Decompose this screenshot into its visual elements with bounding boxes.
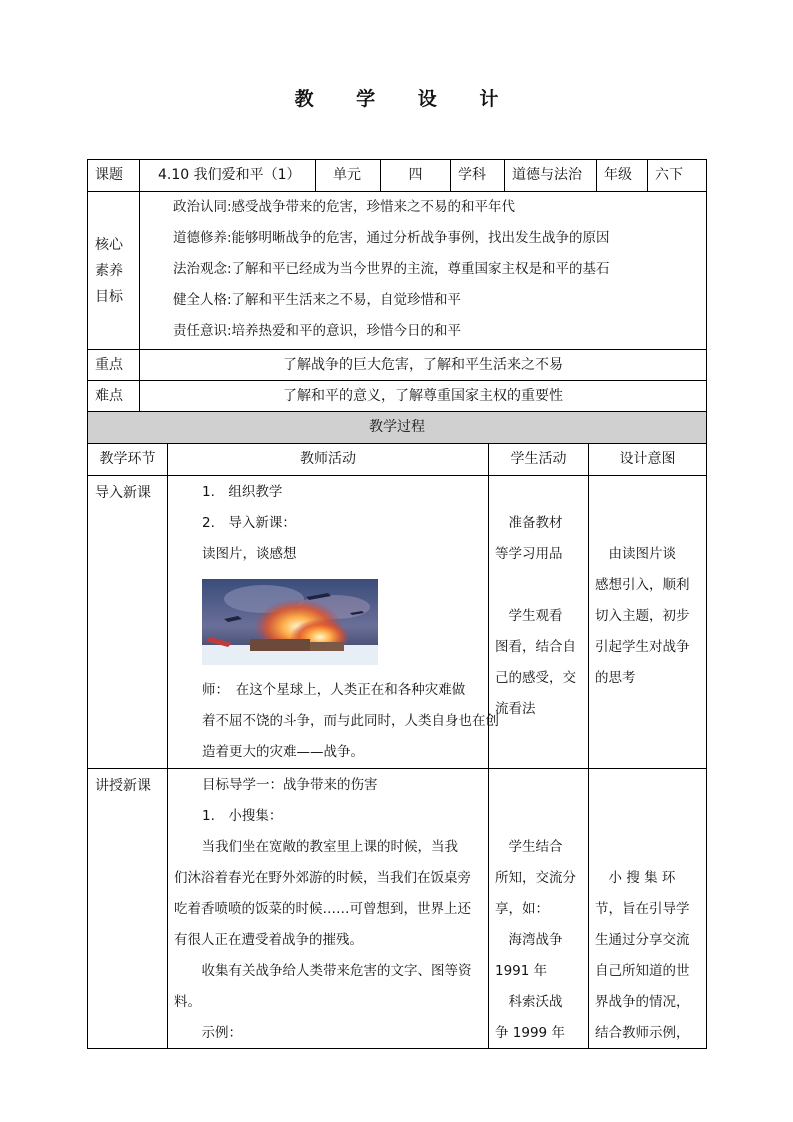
teacher-line: 造着更大的灾难——战争。 [202,744,364,760]
col-header-student: 学生活动 [488,443,589,476]
topic-label: 课题 [87,159,140,192]
teacher-line: 吃着香喷喷的饭菜的时候……可曾想到，世界上还 [174,901,471,917]
core-literacy-item: 责任意识:培养热爱和平的意识，珍惜今日的和平 [173,323,462,339]
design-intent-text [595,863,690,1049]
teacher-line: 读图片，谈感想 [202,546,297,562]
teacher-activity-text [202,477,297,570]
section-stage [87,475,168,769]
teacher-line: 2. 导入新课： [202,515,296,531]
student-line: 科索沃战 [495,994,563,1010]
student-line [495,570,576,601]
intent-line: 界战争的情况， [595,994,690,1010]
difficulty-label: 难点 [87,380,140,412]
unit-value: 四 [380,159,451,192]
student-activity-text [495,832,576,1049]
col-header-stage: 教学环节 [87,443,168,476]
teacher-line: 目标导学一：战争带来的伤害 [202,777,378,793]
intent-line: 自己所知道的世 [595,963,690,979]
intent-line: 的思考 [595,670,636,686]
grade-value: 六下 [647,159,707,192]
section-stage [87,768,168,1049]
intent-line: 生通过分享交流 [595,932,690,948]
intent-line: 节，旨在引导学 [595,901,690,917]
intent-line: 小 搜 集 环 [595,870,676,886]
key-point-value: 了解战争的巨大危害，了解和平生活来之不易 [139,349,707,381]
core-literacy-item: 法治观念:了解和平已经成为当今世界的主流，尊重国家主权是和平的基石 [173,261,610,277]
page-title: 教 学 设 计 [294,88,517,110]
student-line: 海湾战争 [495,932,563,948]
unit-label: 单元 [315,159,381,192]
student-line: 享，如： [495,901,549,917]
teacher-line: 有很人正在遭受着战争的摧残。 [174,932,363,948]
difficulty-value: 了解和平的意义，了解尊重国家主权的重要性 [139,380,707,412]
col-header-teacher: 教师活动 [167,443,489,476]
core-literacy-content-cell [139,191,707,350]
student-line: 1991 年 [495,963,548,979]
intent-line: 引起学生对战争 [595,639,690,655]
process-title: 教学过程 [87,411,707,444]
teacher-activity-text [202,770,378,832]
student-line: 流看法 [495,701,536,717]
intent-line: 切入主题，初步 [595,608,690,624]
core-literacy-item: 道德修养:能够明晰战争的危害，通过分析战争事例，找出发生战争的原因 [173,230,610,246]
intent-line: 结合教师示例， [595,1025,690,1041]
subject-value: 道德与法治 [504,159,597,192]
grade-label: 年级 [596,159,648,192]
teacher-line: 收集有关战争给人类带来危害的文字、图等资 [188,963,472,979]
teacher-line: 1. 组织教学 [202,484,283,500]
teacher-line: 料。 [174,994,201,1010]
core-literacy-label-line: 核心 [95,237,123,253]
core-literacy-label-line: 目标 [95,289,123,305]
student-line: 学生结合 [495,839,563,855]
col-header-intent: 设计意图 [588,443,707,476]
core-literacy-label-cell [87,191,140,350]
topic-value: 4.10 我们爱和平（1） [139,159,316,192]
teacher-line: 示例： [188,1025,242,1041]
core-literacy-item: 健全人格:了解和平生活来之不易，自觉珍惜和平 [173,292,462,308]
war-explosion-image [202,579,378,665]
teacher-line: 着不屈不饶的斗争，而与此同时，人类自身也在创 [202,713,499,729]
teacher-line: 1. 小搜集： [202,808,283,824]
design-intent-text [595,539,690,694]
student-line: 学生观看 [495,608,563,624]
student-line: 准备教材 [495,515,563,531]
subject-label: 学科 [450,159,505,192]
intent-line: 感想引入，顺利 [595,577,690,593]
stage-label: 讲授新课 [95,778,151,794]
core-literacy-item: 政治认同:感受战争带来的危害，珍惜来之不易的和平年代 [173,199,516,215]
teacher-activity-text-after-image [202,675,499,768]
student-activity-text [495,508,576,725]
student-line: 图看，结合自 [495,639,576,655]
teacher-activity-paragraph [174,832,472,1049]
student-line: 所知，交流分 [495,870,576,886]
student-line: 争 1999 年 [495,1025,565,1041]
student-line: 等学习用品 [495,546,563,562]
stage-label: 导入新课 [95,485,151,501]
key-point-label: 重点 [87,349,140,381]
student-line: 己的感受，交 [495,670,576,686]
intent-line: 由读图片谈 [595,546,676,562]
core-literacy-label-line: 素养 [95,263,123,279]
teacher-line: 当我们坐在宽敞的教室里上课的时候，当我 [188,839,458,855]
teacher-line: 们沐浴着春光在野外郊游的时候，当我们在饭桌旁 [174,870,471,886]
teacher-line: 师： 在这个星球上，人类正在和各种灾难做 [202,682,466,698]
